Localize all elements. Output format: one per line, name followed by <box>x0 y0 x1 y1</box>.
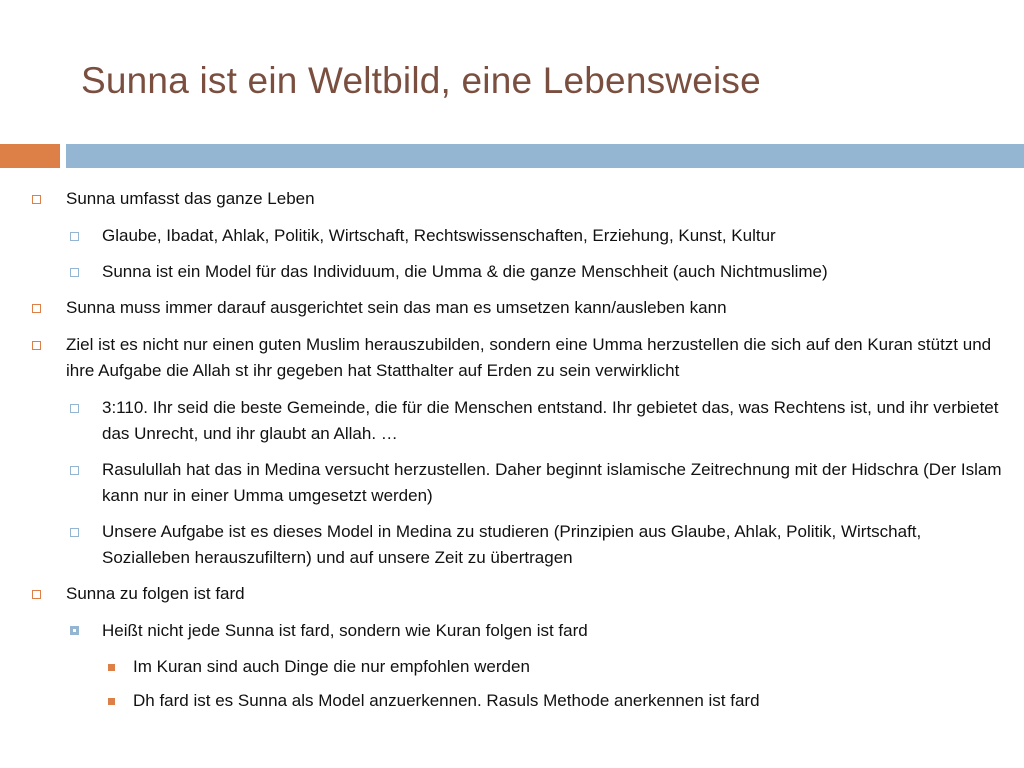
bullet-text: Im Kuran sind auch Dinge die nur empfohlen werden <box>133 657 530 676</box>
square-bullet-icon <box>32 341 41 350</box>
square-bullet-icon <box>32 590 41 599</box>
sub-sub-bullet-item <box>0 654 1024 680</box>
bullet-text: Glaube, Ibadat, Ahlak, Politik, Wirtschaft, Rechtswissenschaften, Erziehung, Kunst, Kultur <box>102 226 776 245</box>
bullet-item <box>0 186 1024 212</box>
bullet-text: Sunna zu folgen ist fard <box>66 584 245 603</box>
bullet-text: Heißt nicht jede Sunna ist fard, sondern wie Kuran folgen ist fard <box>102 621 588 640</box>
bullet-text: Ziel ist es nicht nur einen guten Muslim herauszubilden, sondern eine Umma herzustellen die sich auf den Kuran stützt und ihre Aufgabe die Allah st ihr gegeben hat Statthalter auf Erden zu sein verwirklicht <box>66 335 992 380</box>
bullet-text: Rasulullah hat das in Medina versucht herzustellen. Daher beginnt islamische Zeitrechnung mit der Hidschra (Der Islam kann nur in einer Umma umgesetzt werden) <box>102 460 1002 505</box>
bullet-text: Sunna ist ein Model für das Individuum, die Umma & die ganze Menschheit (auch Nichtmuslime) <box>102 262 828 281</box>
bullet-text: Sunna muss immer darauf ausgerichtet sein das man es umsetzen kann/ausleben kann <box>66 298 727 317</box>
solid-square-bullet-icon <box>108 698 115 705</box>
sub-bullet-item <box>0 223 1024 249</box>
bullet-item <box>0 295 1024 321</box>
bullet-text: 3:110. Ihr seid die beste Gemeinde, die für die Menschen entstand. Ihr gebietet das, was Rechtens ist, und ihr verbietet das Unrecht, und ihr glaubt an Allah. … <box>102 398 999 443</box>
square-bullet-icon <box>32 304 41 313</box>
square-bullet-icon <box>70 466 79 475</box>
sub-bullet-item <box>0 395 1024 447</box>
bullet-item <box>0 332 1024 384</box>
sub-bullet-item <box>0 519 1024 571</box>
square-bullet-icon <box>32 195 41 204</box>
square-bullet-icon <box>70 232 79 241</box>
slide-title: Sunna ist ein Weltbild, eine Lebensweise <box>81 60 761 101</box>
square-bullet-icon <box>70 404 79 413</box>
accent-bar-blue <box>66 144 1024 168</box>
sub-bullet-item <box>0 457 1024 509</box>
bullet-item <box>0 581 1024 607</box>
sub-sub-bullet-item <box>0 688 1024 714</box>
bullet-text: Sunna umfasst das ganze Leben <box>66 189 315 208</box>
bullet-text: Unsere Aufgabe ist es dieses Model in Medina zu studieren (Prinzipien aus Glaube, Ahlak, Politik, Wirtschaft, Sozialleben herauszufiltern) und auf unsere Zeit zu übertragen <box>102 522 922 567</box>
bullet-text: Dh fard ist es Sunna als Model anzuerkennen. Rasuls Methode anerkennen ist fard <box>133 691 760 710</box>
solid-square-bullet-icon <box>108 664 115 671</box>
accent-bar-orange <box>0 144 60 168</box>
bullet-list <box>0 186 1024 722</box>
filled-square-bullet-icon <box>70 626 79 635</box>
square-bullet-icon <box>70 268 79 277</box>
square-bullet-icon <box>70 528 79 537</box>
sub-bullet-item <box>0 259 1024 285</box>
sub-bullet-item <box>0 618 1024 644</box>
